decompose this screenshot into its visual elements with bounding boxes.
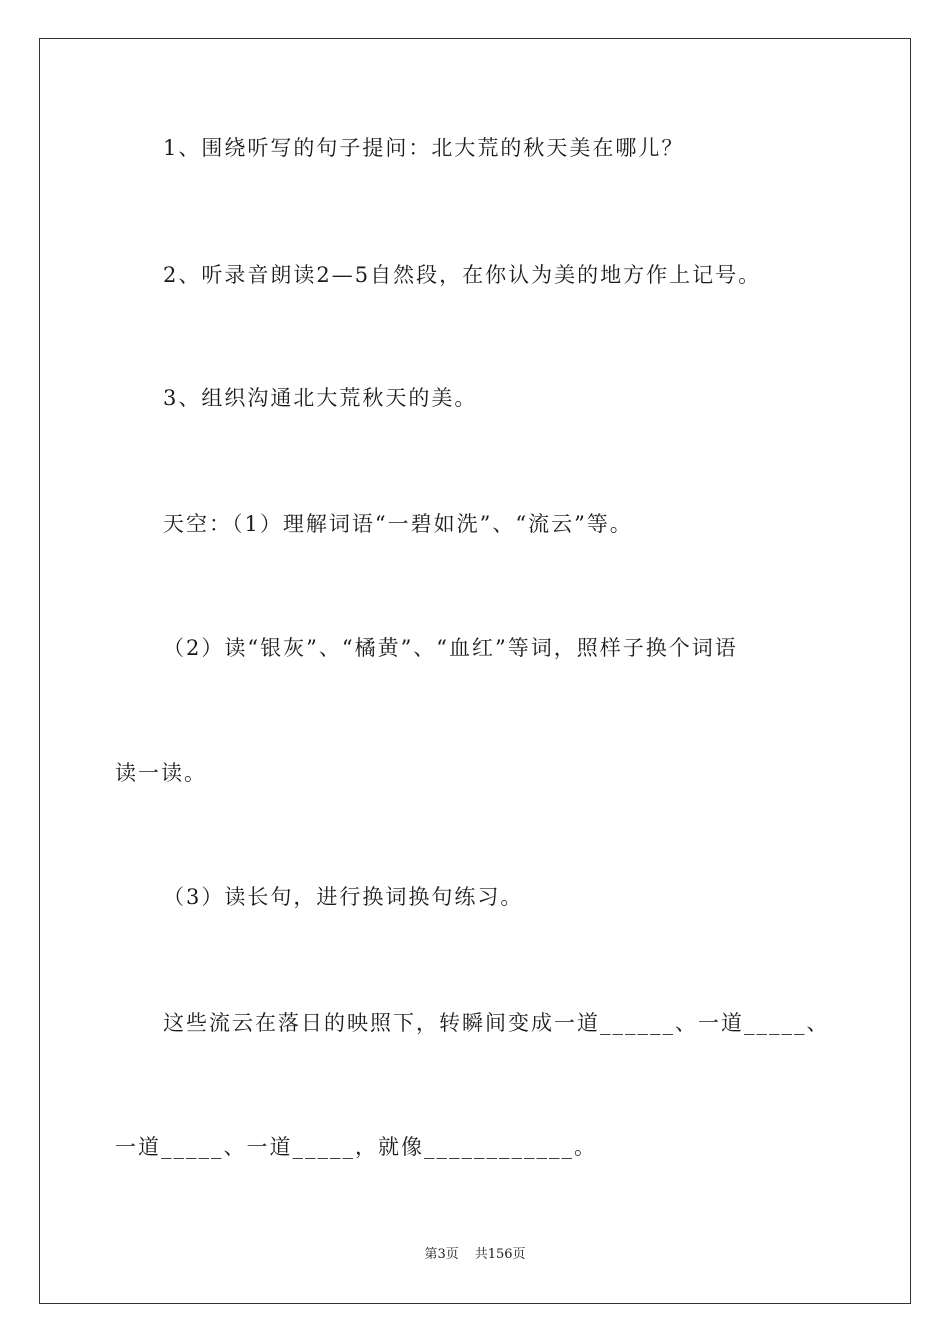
total-pages: 共156页 [474,1247,526,1262]
paragraph-line-4: 天空：（1）理解词语“一碧如洗”、“流云”等。 [163,512,633,536]
paragraph-line-2: 2、听录音朗读2—5自然段，在你认为美的地方作上记号。 [163,263,762,287]
paragraph-line-1: 1、围绕听写的句子提问：北大荒的秋天美在哪儿？ [163,136,685,160]
page-number: 第3页 [424,1247,459,1262]
paragraph-line-6: 读一读。 [115,761,207,785]
paragraph-line-3: 3、组织沟通北大荒秋天的美。 [163,386,478,410]
page-frame [39,38,911,1304]
paragraph-line-5: （2）读“银灰”、“橘黄”、“血红”等词，照样子换个词语 [163,636,738,660]
paragraph-line-9: 一道_____、一道_____，就像____________。 [115,1135,597,1159]
paragraph-line-7: （3）读长句，进行换词换句练习。 [163,885,524,909]
page-footer [0,1246,950,1264]
paragraph-line-8: 这些流云在落日的映照下，转瞬间变成一道______、一道_____、 [163,1011,830,1035]
